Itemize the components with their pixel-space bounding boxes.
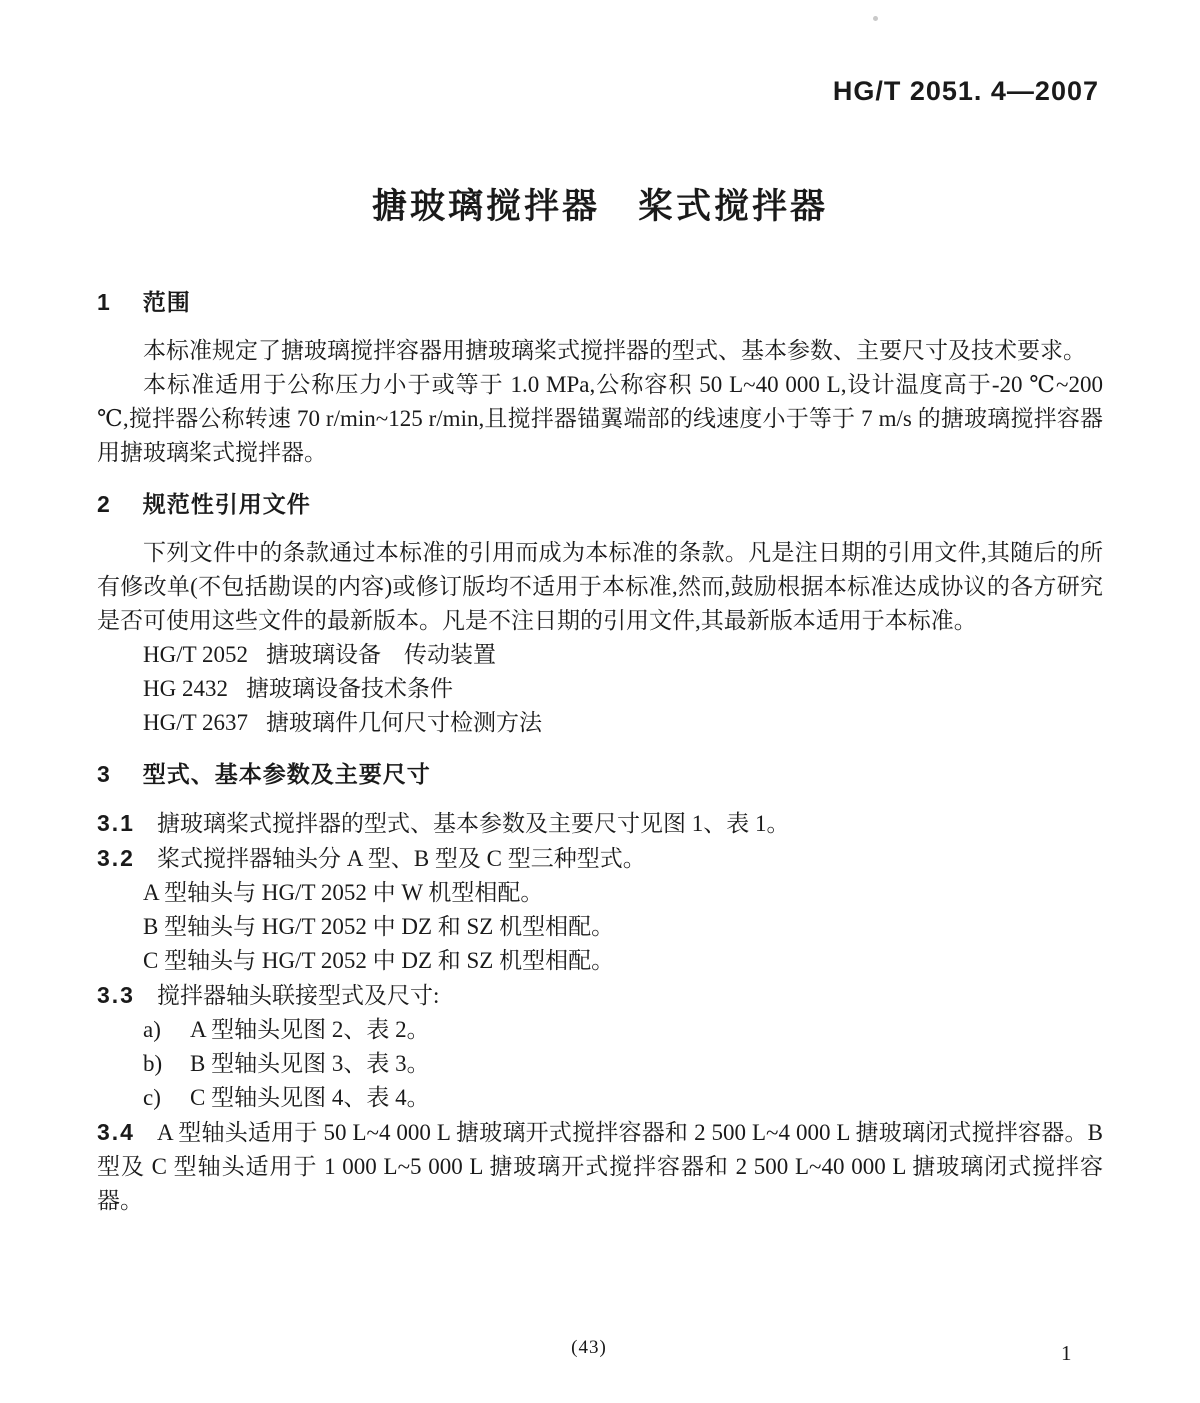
clause-3-3	[97, 978, 1103, 1013]
reference-title: 搪玻璃设备 传动装置	[266, 642, 496, 667]
clause-note: A 型轴头与 HG/T 2052 中 W 机型相配。	[143, 880, 544, 905]
paragraph: 下列文件中的条款通过本标准的引用而成为本标准的条款。凡是注日期的引用文件,其随后的所有修改单(不包括勘误的内容)或修订版均不适用于本标准,然而,鼓励根据本标准达成协议的各方研究是否可使用这些文件的最新版本。凡是不注日期的引用文件,其最新版本适用于本标准。	[97, 540, 1103, 633]
section-title: 范围	[142, 289, 191, 315]
reference-entry	[97, 706, 1103, 740]
clause-text: A 型轴头适用于 50 L~4 000 L 搪玻璃开式搅拌容器和 2 500 L~4 000 L 搪玻璃闭式搅拌容器。B 型及 C 型轴头适用于 1 000 L~5 000 L 搪玻璃开式搅拌容器和 2 500 L~40 000 L 搪玻璃闭式搅拌容器。	[97, 1120, 1103, 1213]
document-title: 搪玻璃搅拌器 桨式搅拌器	[371, 187, 828, 226]
clause-note: C 型轴头与 HG/T 2052 中 DZ 和 SZ 机型相配。	[143, 948, 615, 973]
clause-text: 搪玻璃桨式搅拌器的型式、基本参数及主要尺寸见图 1、表 1。	[156, 811, 790, 836]
clause-number: 3.2	[97, 845, 135, 871]
reference-code: HG/T 2052	[143, 642, 248, 667]
reference-entry	[97, 672, 1103, 706]
section-title: 规范性引用文件	[142, 491, 311, 517]
clause-note: B 型轴头与 HG/T 2052 中 DZ 和 SZ 机型相配。	[143, 914, 615, 939]
section-number: 1	[97, 289, 112, 315]
page-number: 1	[1061, 1341, 1072, 1365]
footer-journal-page: (43)	[571, 1337, 607, 1358]
scan-artifact	[873, 16, 878, 21]
section-heading-references	[97, 486, 1103, 522]
list-item	[97, 1013, 1103, 1047]
section-number: 3	[97, 761, 112, 787]
reference-entry	[97, 638, 1103, 672]
clause-number: 3.3	[97, 982, 135, 1008]
list-item	[97, 1081, 1103, 1115]
list-item-text: B 型轴头见图 3、表 3。	[190, 1051, 430, 1076]
clause-3-1	[97, 806, 1103, 841]
clause-number: 3.4	[97, 1119, 135, 1145]
section-title: 型式、基本参数及主要尺寸	[142, 761, 431, 787]
section-number: 2	[97, 491, 112, 517]
clause-text: 桨式搅拌器轴头分 A 型、B 型及 C 型三种型式。	[156, 846, 646, 871]
paragraph: 本标准适用于公称压力小于或等于 1.0 MPa,公称容积 50 L~40 000 L,设计温度高于-20 ℃~200 ℃,搅拌器公称转速 70 r/min~125 r/min,且搅拌器锚翼端部的线速度小于等于 7 m/s 的搪玻璃搅拌容器用搪玻璃桨式搅拌器。	[97, 372, 1103, 465]
list-item-text: A 型轴头见图 2、表 2。	[190, 1017, 430, 1042]
list-item-label: c)	[143, 1085, 161, 1110]
list-item-label: a)	[143, 1017, 161, 1042]
section-heading-types	[97, 756, 1103, 792]
reference-code: HG 2432	[143, 676, 228, 701]
list-item	[97, 1047, 1103, 1081]
section-heading-scope	[97, 284, 1103, 320]
document-body	[97, 268, 1103, 1218]
reference-code: HG/T 2637	[143, 710, 248, 735]
list-item-label: b)	[143, 1051, 163, 1076]
clause-text: 搅拌器轴头联接型式及尺寸:	[156, 983, 440, 1008]
standard-number: HG/T 2051. 4—2007	[832, 76, 1099, 106]
reference-title: 搪玻璃设备技术条件	[245, 676, 453, 701]
clause-number: 3.1	[97, 810, 135, 836]
reference-title: 搪玻璃件几何尺寸检测方法	[266, 710, 542, 735]
list-item-text: C 型轴头见图 4、表 4。	[190, 1085, 430, 1110]
paragraph: 本标准规定了搪玻璃搅拌容器用搪玻璃桨式搅拌器的型式、基本参数、主要尺寸及技术要求。	[143, 338, 1086, 363]
clause-3-2	[97, 841, 1103, 876]
clause-3-4	[97, 1115, 1103, 1218]
